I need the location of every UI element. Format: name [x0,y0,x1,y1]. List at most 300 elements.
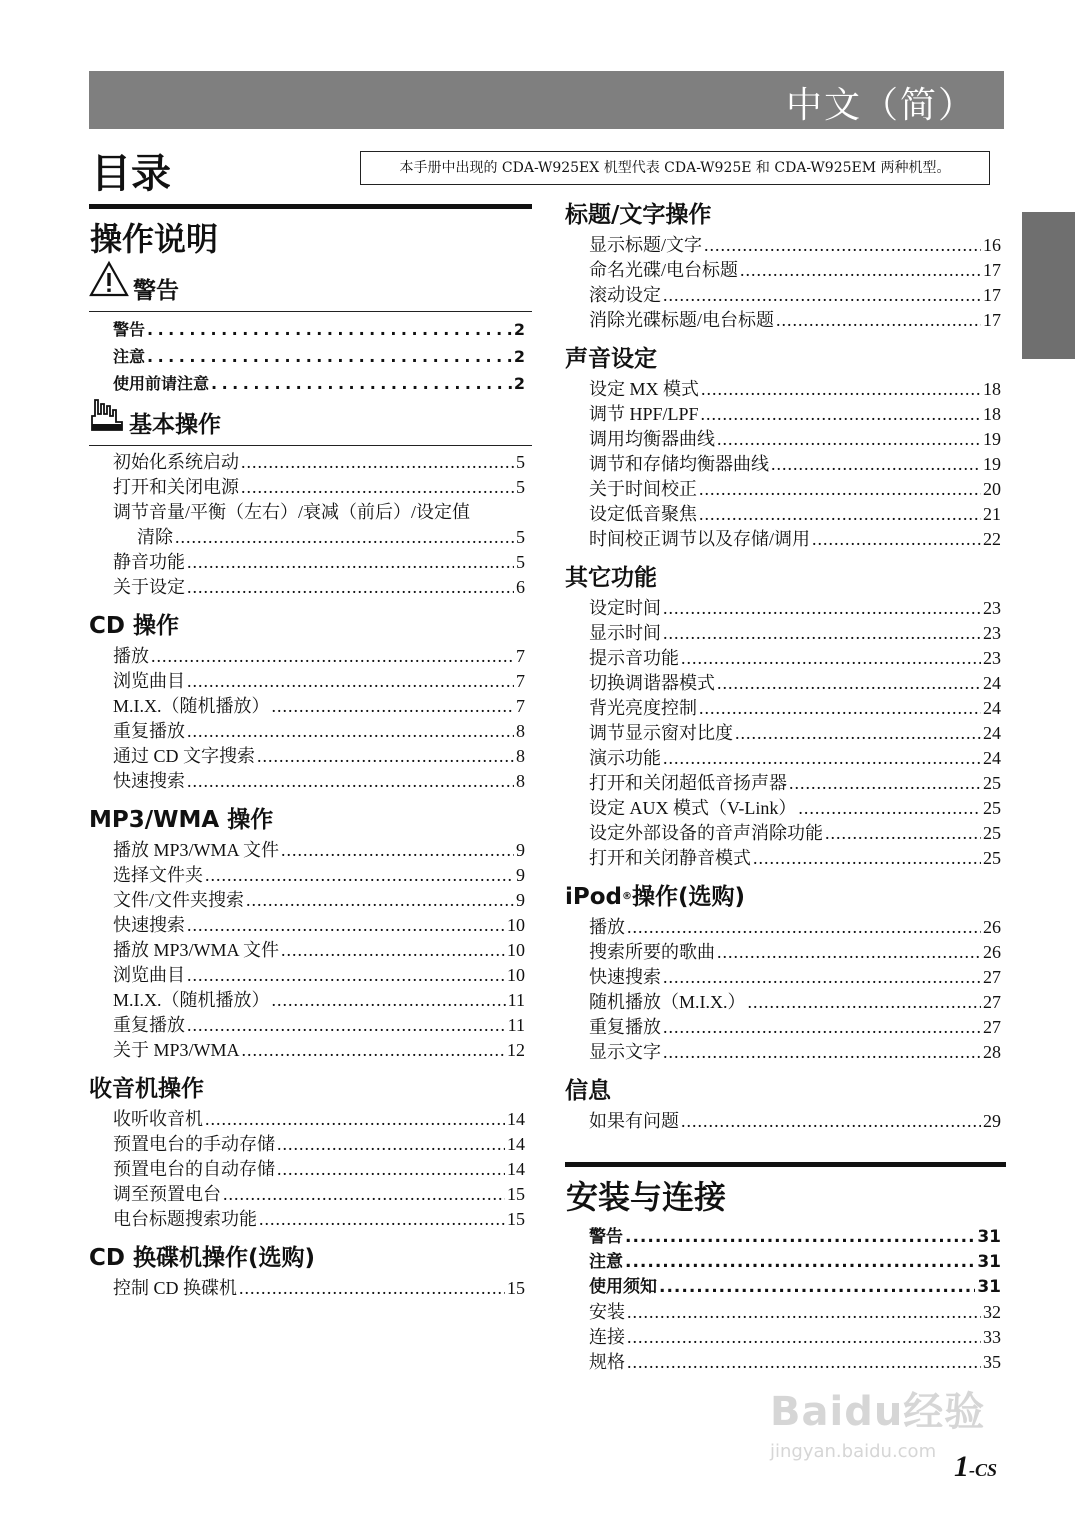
toc-entry[interactable] [565,746,1006,771]
ipod-title-suffix: 操作(选购) [632,884,746,910]
leader-dots [776,308,981,333]
warning-triangle-icon [89,260,129,309]
toc-entry-label: 预置电台的手动存储 [113,1134,275,1154]
toc-entry-page: 15 [507,1278,525,1298]
leader-dots [151,644,514,669]
toc-entry[interactable] [565,283,1006,308]
toc-entry[interactable] [565,965,1006,990]
toc-entry-label: 显示时间 [589,623,661,643]
toc-entry-label: 关于设定 [113,577,185,597]
toc-entry[interactable] [565,502,1006,527]
leader-dots [281,938,505,963]
toc-entry-label: 背光亮度控制 [589,698,697,718]
group-title-info: 信息 [565,1078,611,1104]
toc-entry-label: 规格 [589,1352,625,1372]
toc-entry-label: 预置电台的自动存储 [113,1159,275,1179]
toc-entry-page: 8 [516,721,525,741]
toc-entry[interactable] [565,671,1006,696]
toc-entry-page: 2 [513,347,525,366]
toc-entry[interactable] [89,744,532,769]
toc-left-column [89,204,532,1301]
group-title-basic [89,397,532,443]
toc-entry-label: 调至预置电台 [113,1184,221,1204]
toc-entry-page: 23 [983,648,1001,668]
toc-entry-page: 19 [983,429,1001,449]
spacer [565,552,1006,560]
leader-dots [753,846,981,871]
leader-dots [798,796,981,821]
ipod-title-text: iPod [565,884,623,910]
leader-dots [812,527,981,552]
leader-dots [147,316,512,343]
leader-dots [717,671,981,696]
toc-entry-page: 5 [516,477,525,497]
toc-entry-page: 15 [507,1209,525,1229]
toc-entry-label: 控制 CD 换碟机 [113,1278,238,1298]
toc-entry[interactable] [89,1157,532,1182]
leader-dots [627,1350,981,1375]
toc-entry[interactable] [89,475,532,500]
group-title-radio: 收音机操作 [89,1076,204,1102]
hand-operation-icon [89,396,125,443]
toc-entry[interactable] [565,646,1006,671]
toc-entry-label: 打开和关闭超低音扬声器 [589,773,787,793]
toc-entry[interactable] [89,525,532,550]
spacer [89,1232,532,1240]
toc-entry[interactable] [565,377,1006,402]
group-title-mp3: MP3/WMA 操作 [89,807,274,833]
toc-entry-page: 2 [513,320,525,339]
toc-entry-bold[interactable] [565,1275,1006,1300]
toc-entry-page: 27 [983,1017,1001,1037]
toc-entry[interactable] [89,913,532,938]
toc-entry-label: 显示标题/文字 [589,235,703,255]
toc-entry[interactable] [565,1015,1006,1040]
toc-entry[interactable] [89,963,532,988]
leader-dots [239,1276,505,1301]
watermark-brand: Baidu经验 [770,1389,986,1435]
toc-entry-page: 8 [516,746,525,766]
toc-entry[interactable] [565,596,1006,621]
toc-entry-page: 7 [516,671,525,691]
toc-entry-page: 31 [977,1252,1001,1272]
toc-entry[interactable] [565,527,1006,552]
toc-entry-page: 8 [516,771,525,791]
toc-entry-label: 使用须知 [589,1277,657,1297]
toc-entry[interactable] [565,771,1006,796]
leader-dots [748,990,982,1015]
group-title-basic-text: 基本操作 [129,412,221,438]
toc-entry-label: 随机播放（M.I.X.） [589,992,746,1012]
group-title-title-text: 标题/文字操作 [565,202,712,228]
toc-entry-label: 打开和关闭静音模式 [589,848,751,868]
toc-entry-label: 设定低音聚焦 [589,504,697,524]
toc-entry-bold[interactable] [565,1250,1006,1275]
leader-dots [277,1132,505,1157]
toc-entry-label: 快速搜索 [589,967,661,987]
toc-entry[interactable] [89,694,532,719]
page-title: 目录 [91,151,171,197]
spacer [89,794,532,802]
leader-dots [187,550,514,575]
toc-entry-label: 快速搜索 [113,915,185,935]
toc-entry[interactable] [565,233,1006,258]
toc-entry-label: 选择文件夹 [113,865,203,885]
leader-dots [717,940,981,965]
toc-entry[interactable] [565,402,1006,427]
toc-entry-label: 搜索所要的歌曲 [589,942,715,962]
leader-dots [663,1040,981,1065]
leader-dots [259,1207,505,1232]
section-side-tab [1022,212,1075,359]
group-title-sound: 声音设定 [565,346,657,372]
toc-entry[interactable] [565,990,1006,1015]
toc-entry-page: 24 [983,698,1001,718]
toc-entry-label: 设定 AUX 模式（V-Link） [589,798,797,818]
toc-entry-page: 9 [516,890,525,910]
toc-entry-page: 23 [983,623,1001,643]
leader-dots [659,1275,975,1300]
toc-entry-label: 重复播放 [113,721,185,741]
toc-entry-page: 17 [983,260,1001,280]
toc-entry-page: 25 [983,773,1001,793]
toc-entry-page: 33 [983,1327,1001,1347]
toc-entry[interactable] [89,575,532,600]
toc-entry-label: 设定外部设备的音声消除功能 [589,823,823,843]
toc-entry-label: 电台标题搜索功能 [113,1209,257,1229]
toc-entry-page: 28 [983,1042,1001,1062]
toc-entry[interactable] [565,915,1006,940]
toc-entry-page: 9 [516,865,525,885]
toc-entry[interactable] [89,1107,532,1132]
spacer [89,600,532,608]
toc-entry-label: 重复播放 [589,1017,661,1037]
toc-entry-page: 24 [983,673,1001,693]
toc-entry[interactable] [565,821,1006,846]
leader-dots [272,694,515,719]
toc-entry-label: 播放 [113,646,149,666]
toc-entry-page: 31 [977,1277,1001,1297]
toc-entry[interactable] [565,721,1006,746]
toc-entry-label: 播放 MP3/WMA 文件 [113,940,280,960]
leader-dots [701,402,981,427]
toc-entry-page: 32 [983,1302,1001,1322]
toc-entry[interactable] [89,1132,532,1157]
toc-entry-label: 滚动设定 [589,285,661,305]
leader-dots [699,502,981,527]
toc-entry-label: 调节显示窗对比度 [589,723,733,743]
toc-entry-page: 10 [507,965,525,985]
toc-entry[interactable] [565,1300,1006,1325]
leader-dots [272,988,506,1013]
toc-entry-page: 10 [507,940,525,960]
toc-entry-label: 设定时间 [589,598,661,618]
toc-entry-label: 收听收音机 [113,1109,203,1129]
part-title-operation: 操作说明 [90,220,219,258]
toc-entry[interactable] [89,1182,532,1207]
leader-dots [663,621,981,646]
model-note-box [360,151,990,185]
group-title-warning-text: 警告 [133,278,179,304]
leader-dots [825,821,981,846]
leader-dots [241,450,514,475]
leader-dots [257,744,514,769]
toc-entry-page: 35 [983,1352,1001,1372]
registered-mark: ® [622,891,633,902]
leader-dots [223,1182,505,1207]
toc-entry-bold[interactable] [565,1225,1006,1250]
toc-entry-label: 警告 [113,320,146,339]
toc-right-column [565,197,1006,1375]
toc-entry-label: 调节 HPF/LPF [589,404,699,424]
leader-dots [699,477,981,502]
toc-entry-page: 25 [983,848,1001,868]
toc-entry-label: 浏览曲目 [113,671,185,691]
toc-entry[interactable] [565,1109,1006,1134]
spacer [565,1065,1006,1073]
toc-entry-page: 11 [507,1015,525,1035]
toc-entry-page: 20 [983,479,1001,499]
toc-entry-page: 7 [516,696,525,716]
toc-entry-page: 14 [507,1159,525,1179]
leader-dots [701,377,981,402]
toc-entry[interactable] [565,621,1006,646]
toc-entry-page: 26 [983,917,1001,937]
toc-entry-page: 9 [516,840,525,860]
toc-entry[interactable] [565,1350,1006,1375]
leader-dots [699,696,981,721]
toc-entry-caution[interactable] [89,343,532,370]
toc-entry-page: 10 [507,915,525,935]
leader-dots [627,1300,981,1325]
leader-dots [735,721,981,746]
leader-dots [627,1325,981,1350]
group-title-cd: CD 操作 [89,613,179,639]
toc-entry-page: 11 [507,990,525,1010]
spacer [565,871,1006,879]
leader-dots [147,343,512,370]
toc-entry-page: 26 [983,942,1001,962]
toc-entry-label: 播放 [589,917,625,937]
toc-entry-page: 25 [983,823,1001,843]
toc-entry-page: 5 [516,552,525,572]
toc-entry-page: 27 [983,992,1001,1012]
group-title-other: 其它功能 [565,565,657,591]
toc-entry-page: 19 [983,454,1001,474]
leader-dots [187,1013,506,1038]
toc-entry-label: 演示功能 [589,748,661,768]
leader-dots [663,1015,981,1040]
toc-entry-label: 重复播放 [113,1015,185,1035]
toc-entry[interactable] [89,1013,532,1038]
toc-entry[interactable] [89,938,532,963]
leader-dots [663,965,981,990]
toc-entry-label: 设定 MX 模式 [589,379,700,399]
leader-dots [625,1225,975,1250]
leader-dots [789,771,981,796]
toc-entry[interactable] [89,719,532,744]
toc-entry[interactable] [89,769,532,794]
toc-entry[interactable] [89,888,532,913]
toc-entry-label: 命名光碟/电台标题 [589,260,739,280]
toc-entry[interactable] [89,1276,532,1301]
divider [89,445,532,446]
page-number-suffix: -CS [969,1460,998,1480]
toc-entry[interactable] [89,838,532,863]
leader-dots [187,963,505,988]
toc-entry-page: 18 [983,379,1001,399]
toc-entry-warning[interactable] [89,316,532,343]
leader-dots [663,746,981,771]
model-note-text: 本手册中出现的 CDA-W925EX 机型代表 CDA-W925E 和 CDA-W925EM 两种机型。 [399,160,951,176]
leader-dots [211,370,512,397]
toc-entry-page: 6 [516,577,525,597]
spacer [565,1134,1006,1162]
toc-entry[interactable] [89,644,532,669]
toc-entry-label: 如果有问题 [589,1111,679,1131]
part-installation [565,1162,1006,1221]
toc-entry[interactable] [89,669,532,694]
toc-entry[interactable] [565,940,1006,965]
leader-dots [187,913,505,938]
leader-dots [681,646,981,671]
toc-entry-label: 快速搜索 [113,771,185,791]
toc-entry-label: 使用前请注意 [113,374,210,393]
toc-entry-label: 播放 MP3/WMA 文件 [113,840,280,860]
toc-entry-label: 显示文字 [589,1042,661,1062]
leader-dots [625,1250,975,1275]
toc-entry-page: 5 [516,527,525,547]
toc-entry-page: 17 [983,310,1001,330]
leader-dots [241,475,514,500]
toc-entry[interactable] [565,477,1006,502]
toc-entry-wrapped-line[interactable]: 调节音量/平衡（左右）/衰减（前后）/设定值 [113,502,471,522]
leader-dots [663,283,981,308]
toc-entry-label: 关于 MP3/WMA [113,1040,240,1060]
toc-entry[interactable] [89,450,532,475]
leader-dots [771,452,981,477]
toc-entry-label: 通过 CD 文字搜索 [113,746,256,766]
toc-entry-label: 调用均衡器曲线 [589,429,715,449]
leader-dots [187,669,514,694]
toc-entry[interactable] [89,1207,532,1232]
toc-entry[interactable] [565,846,1006,871]
toc-entry[interactable] [89,988,532,1013]
toc-entry-page: 22 [983,529,1001,549]
page-number [954,1450,997,1484]
toc-entry-label: 浏览曲目 [113,965,185,985]
group-title-warning [89,263,532,309]
toc-entry-label: 打开和关闭电源 [113,477,239,497]
toc-entry[interactable] [565,1325,1006,1350]
watermark-url: jingyan.baidu.com [770,1441,937,1462]
leader-dots [704,233,981,258]
divider [89,311,532,312]
leader-dots [187,769,514,794]
leader-dots [717,427,981,452]
toc-entry-page: 24 [983,748,1001,768]
leader-dots [242,1038,505,1063]
leader-dots [277,1157,505,1182]
toc-entry[interactable] [565,696,1006,721]
toc-entry-page: 21 [983,504,1001,524]
toc-entry-label: 警告 [589,1227,623,1247]
toc-entry[interactable] [565,452,1006,477]
toc-entry-label: 初始化系统启动 [113,452,239,472]
leader-dots [740,258,981,283]
toc-entry-page: 12 [507,1040,525,1060]
language-label: 中文（简） [785,85,976,126]
toc-entry-label: 安装 [589,1302,625,1322]
toc-entry-label: M.I.X.（随机播放） [113,696,270,716]
toc-entry-page: 25 [983,798,1001,818]
language-banner [89,71,1004,129]
toc-entry-page: 2 [513,374,525,393]
part-operation [89,204,532,263]
leader-dots [187,575,514,600]
toc-entry[interactable] [565,308,1006,333]
toc-entry-page: 24 [983,723,1001,743]
toc-entry-label: 文件/文件夹搜索 [113,890,245,910]
toc-entry-page: 7 [516,646,525,666]
toc-entry-label: 提示音功能 [589,648,679,668]
toc-entry-label: 调节和存储均衡器曲线 [589,454,769,474]
part-title-installation: 安装与连接 [566,1178,727,1216]
toc-entry-precautions[interactable] [89,370,532,397]
group-title-changer: CD 换碟机操作(选购) [89,1245,316,1271]
leader-dots [627,915,981,940]
toc-entry-page: 16 [983,235,1001,255]
toc-entry-label: 静音功能 [113,552,185,572]
toc-entry-page: 17 [983,285,1001,305]
toc-entry-page: 14 [507,1134,525,1154]
page-number-value: 1 [954,1450,969,1483]
toc-entry-label: M.I.X.（随机播放） [113,990,270,1010]
toc-entry-label: 消除光碟标题/电台标题 [589,310,774,330]
toc-entry-label: 切换调谐器模式 [589,673,715,693]
toc-entry[interactable] [565,258,1006,283]
leader-dots [281,838,514,863]
toc-entry-page: 15 [507,1184,525,1204]
leader-dots [246,888,514,913]
toc-entry-page: 5 [516,452,525,472]
toc-entry[interactable] [565,796,1006,821]
leader-dots [205,863,514,888]
toc-entry-label: 清除 [137,527,173,547]
toc-entry[interactable] [89,863,532,888]
toc-entry-page: 31 [977,1227,1001,1247]
toc-entry-label: 注意 [113,347,146,366]
toc-entry-page: 29 [983,1111,1001,1131]
toc-entry-page: 23 [983,598,1001,618]
spacer [565,333,1006,341]
toc-entry[interactable] [89,1038,532,1063]
toc-entry[interactable] [89,550,532,575]
toc-entry-label: 注意 [589,1252,623,1272]
leader-dots [175,525,514,550]
leader-dots [681,1109,981,1134]
toc-entry-label: 连接 [589,1327,625,1347]
spacer [89,1063,532,1071]
toc-entry-label: 关于时间校正 [589,479,697,499]
toc-entry-page: 18 [983,404,1001,424]
toc-entry[interactable] [565,1040,1006,1065]
leader-dots [187,719,514,744]
leader-dots [205,1107,505,1132]
toc-entry[interactable] [565,427,1006,452]
group-title-ipod [565,879,1006,915]
toc-entry-page: 27 [983,967,1001,987]
